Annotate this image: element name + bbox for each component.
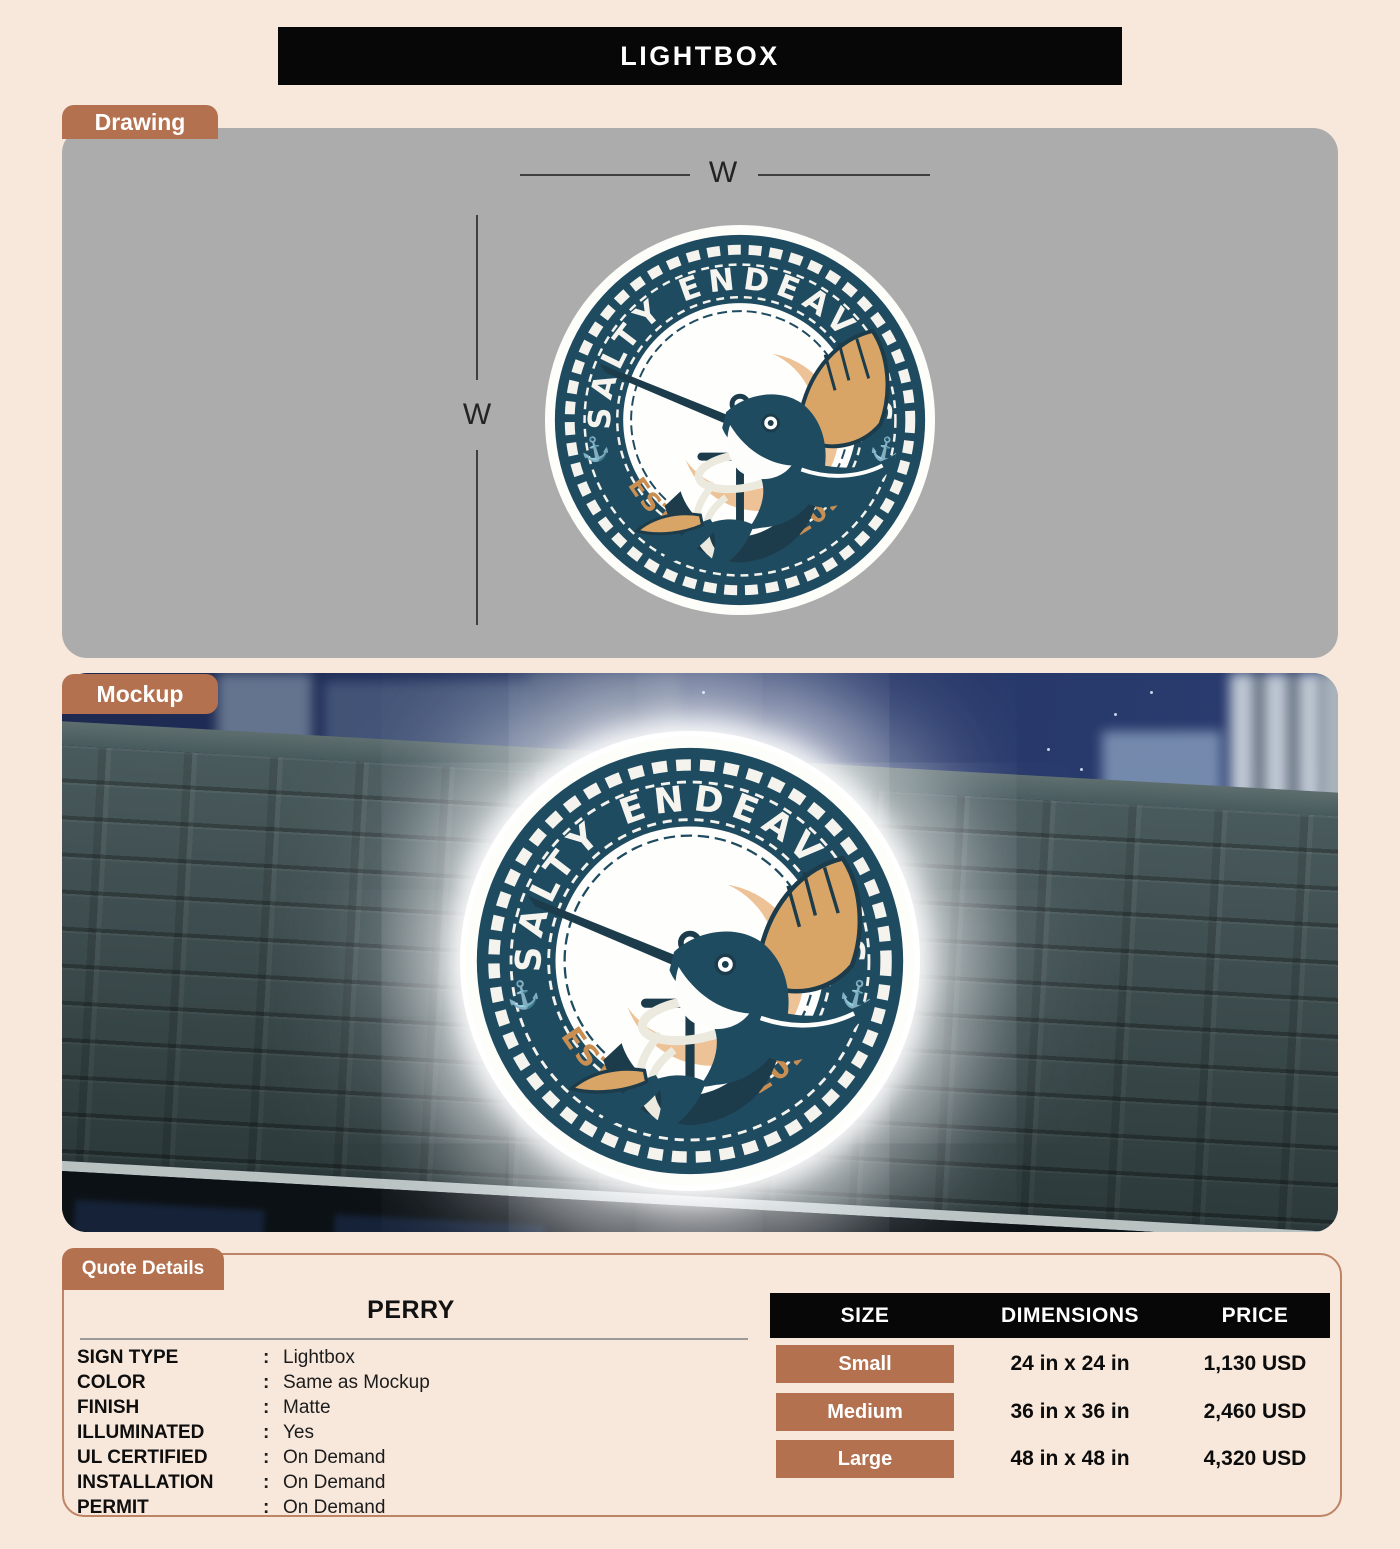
width-dimension-line-right — [758, 174, 930, 176]
drawing-logo-badge — [542, 222, 938, 618]
star — [1047, 748, 1050, 751]
spec-row-color — [77, 1370, 749, 1395]
price-value: 1,130 USD — [1203, 1352, 1307, 1375]
spec-value: Same as Mockup — [283, 1372, 430, 1393]
storefront-window — [330, 1214, 544, 1232]
spec-label: COLOR — [77, 1372, 146, 1393]
spec-colon: : — [263, 1347, 270, 1368]
mockup-logo-sign — [462, 733, 918, 1189]
width-dimension-label: W — [708, 156, 738, 189]
size-option-medium: Medium — [776, 1393, 954, 1431]
dimensions-value: 36 in x 36 in — [1010, 1400, 1130, 1423]
spec-colon: : — [263, 1397, 270, 1418]
spec-list — [77, 1345, 749, 1520]
spec-row-finish — [77, 1395, 749, 1420]
spec-colon: : — [263, 1447, 270, 1468]
spec-label: UL CERTIFIED — [77, 1447, 208, 1468]
price-value: 2,460 USD — [1203, 1400, 1307, 1423]
customer-name-divider — [80, 1338, 748, 1340]
table-row-large — [770, 1440, 1330, 1478]
height-dimension-line-top — [476, 215, 478, 380]
page-title: LIGHTBOX — [620, 40, 780, 71]
spec-value: On Demand — [283, 1497, 386, 1518]
star — [702, 691, 705, 694]
star — [1114, 713, 1117, 716]
star — [1080, 768, 1083, 771]
width-dimension-line-left — [520, 174, 690, 176]
spec-colon: : — [263, 1472, 270, 1493]
quote-details-label: Quote Details — [81, 1258, 205, 1279]
quote-details-tab — [62, 1248, 224, 1290]
header-dimensions: DIMENSIONS — [1000, 1303, 1139, 1327]
dimensions-value: 24 in x 24 in — [1010, 1352, 1130, 1375]
dimensions-value: 48 in x 48 in — [1010, 1447, 1130, 1470]
mockup-section-tab — [62, 674, 218, 714]
table-row-medium — [770, 1393, 1330, 1431]
spec-row-installation — [77, 1470, 749, 1495]
spec-label: ILLUMINATED — [77, 1422, 205, 1443]
spec-row-ul-certified — [77, 1445, 749, 1470]
pricing-table-header — [770, 1293, 1330, 1338]
spec-colon: : — [263, 1497, 270, 1518]
spec-label: SIGN TYPE — [77, 1347, 179, 1368]
height-dimension-line-bottom — [476, 450, 478, 625]
drawing-section-tab — [62, 105, 218, 139]
table-row-small — [770, 1345, 1330, 1383]
star — [1150, 691, 1153, 694]
size-option-large: Large — [776, 1440, 954, 1478]
spec-label: PERMIT — [77, 1497, 149, 1518]
mockup-photo — [62, 673, 1338, 1232]
spec-colon: : — [263, 1372, 270, 1393]
spec-row-illuminated — [77, 1420, 749, 1445]
spec-label: FINISH — [77, 1397, 140, 1418]
spec-value: On Demand — [283, 1447, 386, 1468]
spec-value: Lightbox — [283, 1347, 355, 1368]
price-value: 4,320 USD — [1203, 1447, 1307, 1470]
height-dimension-label: W — [462, 398, 492, 431]
header-size: SIZE — [840, 1303, 890, 1327]
header-price: PRICE — [1221, 1303, 1289, 1327]
spec-label: INSTALLATION — [77, 1472, 214, 1493]
spec-value: Yes — [283, 1422, 314, 1443]
spec-row-permit — [77, 1495, 749, 1520]
spec-row-sign-type — [77, 1345, 749, 1370]
size-option-small: Small — [776, 1345, 954, 1383]
spec-value: Matte — [283, 1397, 331, 1418]
spec-value: On Demand — [283, 1472, 386, 1493]
customer-name: PERRY — [367, 1296, 455, 1324]
title-banner — [278, 27, 1122, 85]
storefront-window — [70, 1200, 265, 1232]
spec-colon: : — [263, 1422, 270, 1443]
drawing-section-label: Drawing — [94, 108, 186, 135]
mockup-section-label: Mockup — [96, 680, 184, 707]
